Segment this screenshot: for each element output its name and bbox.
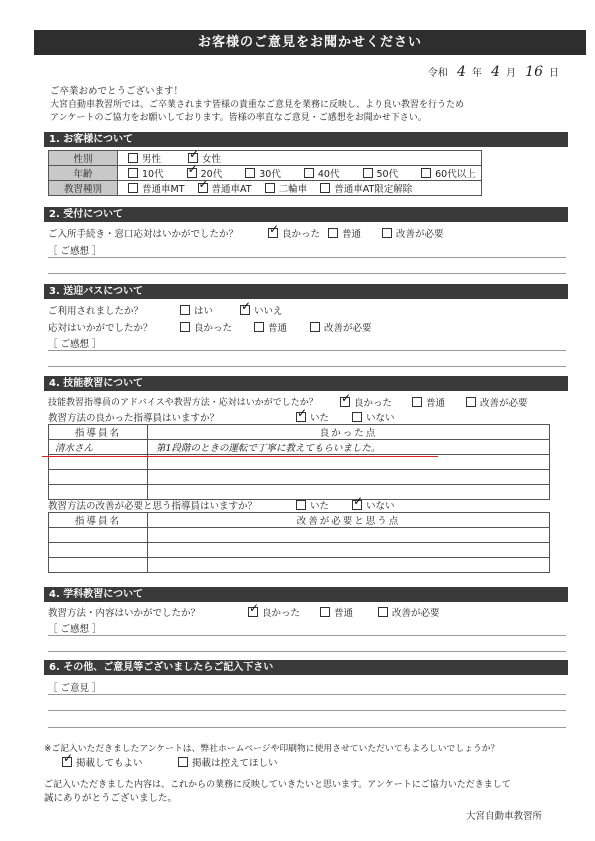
checkbox-bus-no[interactable] — [240, 305, 250, 315]
age-option-20s[interactable]: ✓ 20代 — [187, 169, 223, 180]
age-option-60s[interactable]: 60代以上 — [421, 169, 476, 180]
improve-table-header — [49, 513, 550, 528]
bus-service-option-good[interactable]: 良かった — [180, 320, 232, 334]
improve-table-row — [49, 528, 550, 543]
section-3-header: 3. 送迎バスについて — [44, 284, 568, 299]
good-table-row — [49, 440, 550, 455]
other-comment-line-2[interactable] — [48, 710, 566, 711]
organization-name: 大宮自動車教習所 — [466, 811, 543, 822]
academic-option-improve[interactable]: 改善が必要 — [378, 605, 440, 619]
good-table-col-name: 指導員名 — [49, 425, 148, 440]
checkbox-20s[interactable] — [187, 168, 197, 178]
checkbox-consent-yes[interactable] — [62, 757, 72, 767]
reception-comment-line-2[interactable] — [48, 273, 566, 274]
gender-option-male[interactable]: 男性 — [128, 154, 161, 165]
date-year-label: 年 — [471, 68, 482, 79]
date-day-label: 日 — [549, 68, 559, 79]
checkbox-academic-improve[interactable] — [378, 607, 388, 617]
date-day-value[interactable]: 16 — [525, 64, 543, 80]
gender-option-female[interactable]: ✓ 女性 — [188, 154, 221, 165]
reception-question: ご入所手続き・窓口応対はいかがでしたか？ — [48, 229, 239, 240]
good-instructor-comment[interactable]: 第1段階のときの運転で丁寧に教えてもらいました。 — [148, 440, 550, 455]
gender-options — [118, 151, 482, 166]
good-table-row — [49, 470, 550, 485]
checkbox-consent-no[interactable] — [178, 757, 188, 767]
skill-advice-option-good[interactable]: ✓ 良かった — [340, 395, 392, 409]
checkbox-good-no[interactable] — [352, 412, 362, 422]
intro-line-2: 大宮自動車教習所では、ご卒業されます皆様の貴重なご意見を業務に反映し、より良い教習を行うため — [50, 100, 465, 110]
other-comment-line-3[interactable] — [48, 727, 566, 728]
checkbox-improve-yes[interactable] — [296, 500, 306, 510]
license-option-motorcycle[interactable]: 二輪車 — [265, 184, 308, 195]
consent-option-yes[interactable]: ✓掲載してもよい — [62, 755, 143, 769]
improve-table-row — [49, 558, 550, 573]
other-comment-label: ［ ご意見 ］ — [48, 683, 102, 694]
section-4-header: 4. 技能教習について — [44, 376, 568, 391]
thanks-line-2: 誠にありがとうございました。 — [44, 793, 178, 804]
bus-service-option-improve[interactable]: 改善が必要 — [310, 320, 372, 334]
bus-service-question: 応対はいかがでしたか？ — [48, 323, 153, 334]
checkbox-improve-no[interactable] — [352, 500, 362, 510]
improve-instructor-option-yes[interactable]: いた — [296, 498, 329, 512]
checkbox-skill-good[interactable] — [340, 397, 350, 407]
bus-usage-option-yes[interactable]: はい — [180, 303, 213, 317]
checkbox-motorcycle[interactable] — [265, 183, 275, 193]
checkbox-reception-improve[interactable] — [382, 228, 392, 238]
good-instructor-name[interactable]: 清水さん — [49, 440, 148, 455]
bus-comment-label: ［ ご感想 ］ — [48, 339, 102, 350]
date-era: 令和 — [427, 68, 448, 79]
age-label: 年齢 — [49, 166, 118, 181]
checkbox-60s[interactable] — [421, 168, 431, 178]
page-title: お客様のご意見をお聞かせください — [34, 30, 586, 55]
reception-option-normal[interactable]: 普通 — [328, 226, 361, 240]
checkbox-reception-normal[interactable] — [328, 228, 338, 238]
good-table-col-points: 良かった点 — [148, 425, 550, 440]
bus-comment-line-1[interactable] — [48, 350, 566, 351]
reception-option-improve[interactable]: 改善が必要 — [382, 226, 444, 240]
checkbox-mt[interactable] — [128, 183, 138, 193]
improve-instructor-table — [48, 512, 550, 573]
age-option-40s[interactable]: 40代 — [304, 169, 340, 180]
good-instructor-question: 教習方法の良かった指導員はいますか？ — [48, 413, 220, 424]
license-type-label: 教習種別 — [49, 181, 118, 196]
improve-instructor-question: 教習方法の改善が必要と思う指導員はいますか？ — [48, 501, 258, 512]
section-1-header: 1. お客様について — [44, 132, 568, 147]
checkbox-good-yes[interactable] — [296, 412, 306, 422]
checkbox-40s[interactable] — [304, 168, 314, 178]
good-instructor-option-yes[interactable]: ✓ いた — [296, 410, 329, 424]
license-option-at[interactable]: ✓ 普通車AT — [198, 184, 252, 195]
checkbox-at-lift[interactable] — [320, 183, 330, 193]
skill-advice-option-normal[interactable]: 普通 — [412, 395, 445, 409]
checkbox-skill-improve[interactable] — [466, 397, 476, 407]
improve-table-col-points: 改善が必要と思う点 — [148, 513, 550, 528]
checkbox-at[interactable] — [198, 183, 208, 193]
other-comment-line-1[interactable] — [48, 694, 566, 695]
good-instructor-option-no[interactable]: いない — [352, 410, 395, 424]
academic-comment-line-1[interactable] — [48, 635, 566, 636]
intro-line-3: アンケートのご協力をお願いしております。皆様の率直なご意見・ご感想をお聞かせ下さい。 — [50, 113, 427, 123]
checkbox-skill-normal[interactable] — [412, 397, 422, 407]
skill-advice-option-improve[interactable]: 改善が必要 — [466, 395, 528, 409]
section-2-header: 2. 受付について — [44, 207, 568, 222]
license-type-row — [49, 181, 482, 196]
bus-usage-question: ご利用されましたか？ — [48, 306, 144, 317]
academic-option-good[interactable]: ✓ 良かった — [248, 605, 300, 619]
section-5-header: 4. 学科教習について — [44, 587, 568, 602]
checkbox-bus-good[interactable] — [180, 322, 190, 332]
thanks-line-1: ご記入いただきました内容は、これからの業務に反映していきたいと思います。アンケートにご協力いただきまして — [44, 780, 511, 790]
checkbox-academic-good[interactable] — [248, 607, 258, 617]
date-month-label: 月 — [505, 68, 516, 79]
improve-table-row — [49, 543, 550, 558]
date-line — [428, 64, 559, 80]
consent-option-no[interactable]: 掲載は控えてほしい — [178, 755, 278, 769]
bus-service-option-normal[interactable]: 普通 — [254, 320, 287, 334]
consent-question: ※ご記入いただきましたアンケートは、弊社ホームページや印刷物に使用させていただいてもよろしいでしょうか？ — [44, 744, 500, 754]
age-option-10s[interactable]: 10代 — [128, 169, 164, 180]
checkbox-bus-normal[interactable] — [254, 322, 264, 332]
age-row — [49, 166, 482, 181]
date-month-value[interactable]: 4 — [491, 64, 500, 80]
checkbox-male[interactable] — [128, 153, 138, 163]
academic-option-normal[interactable]: 普通 — [320, 605, 353, 619]
checkbox-bus-improve[interactable] — [310, 322, 320, 332]
license-option-mt[interactable]: 普通車MT — [128, 184, 185, 195]
red-underline — [42, 456, 438, 457]
academic-comment-label: ［ ご感想 ］ — [48, 624, 102, 635]
gender-label: 性別 — [49, 151, 118, 166]
age-option-50s[interactable]: 50代 — [363, 169, 399, 180]
license-option-at-lift[interactable]: 普通車AT限定解除 — [320, 184, 412, 195]
academic-question: 教習方法・内容はいかがでしたか？ — [48, 608, 201, 619]
checkbox-30s[interactable] — [245, 168, 255, 178]
intro-line-1: ご卒業おめでとうございます！ — [50, 86, 184, 97]
license-type-options — [118, 181, 482, 196]
checkbox-10s[interactable] — [128, 168, 138, 178]
academic-comment-line-2[interactable] — [48, 651, 566, 652]
reception-option-good[interactable]: ✓ 良かった — [268, 226, 320, 240]
good-table-header — [49, 425, 550, 440]
bus-comment-line-2[interactable] — [48, 366, 566, 367]
good-instructor-table — [48, 424, 550, 500]
gender-row — [49, 151, 482, 166]
reception-comment-line-1[interactable] — [48, 257, 566, 258]
checkbox-50s[interactable] — [363, 168, 373, 178]
customer-info-table — [48, 150, 482, 196]
checkbox-reception-good[interactable] — [268, 228, 278, 238]
section-6-header: 6. その他、ご意見等ございましたらご記入下さい — [44, 660, 568, 675]
bus-usage-option-no[interactable]: ✓ いいえ — [240, 303, 283, 317]
skill-advice-question: 技能教習指導員のアドバイスや教習方法・応対はいかがでしたか？ — [48, 398, 318, 408]
checkbox-bus-yes[interactable] — [180, 305, 190, 315]
age-options — [118, 166, 482, 181]
age-option-30s[interactable]: 30代 — [245, 169, 281, 180]
checkbox-academic-normal[interactable] — [320, 607, 330, 617]
improve-instructor-option-no[interactable]: ✓ いない — [352, 498, 395, 512]
reception-comment-label: ［ ご感想 ］ — [48, 246, 102, 257]
improve-table-col-name: 指導員名 — [49, 513, 148, 528]
date-year-value[interactable]: 4 — [456, 64, 466, 80]
